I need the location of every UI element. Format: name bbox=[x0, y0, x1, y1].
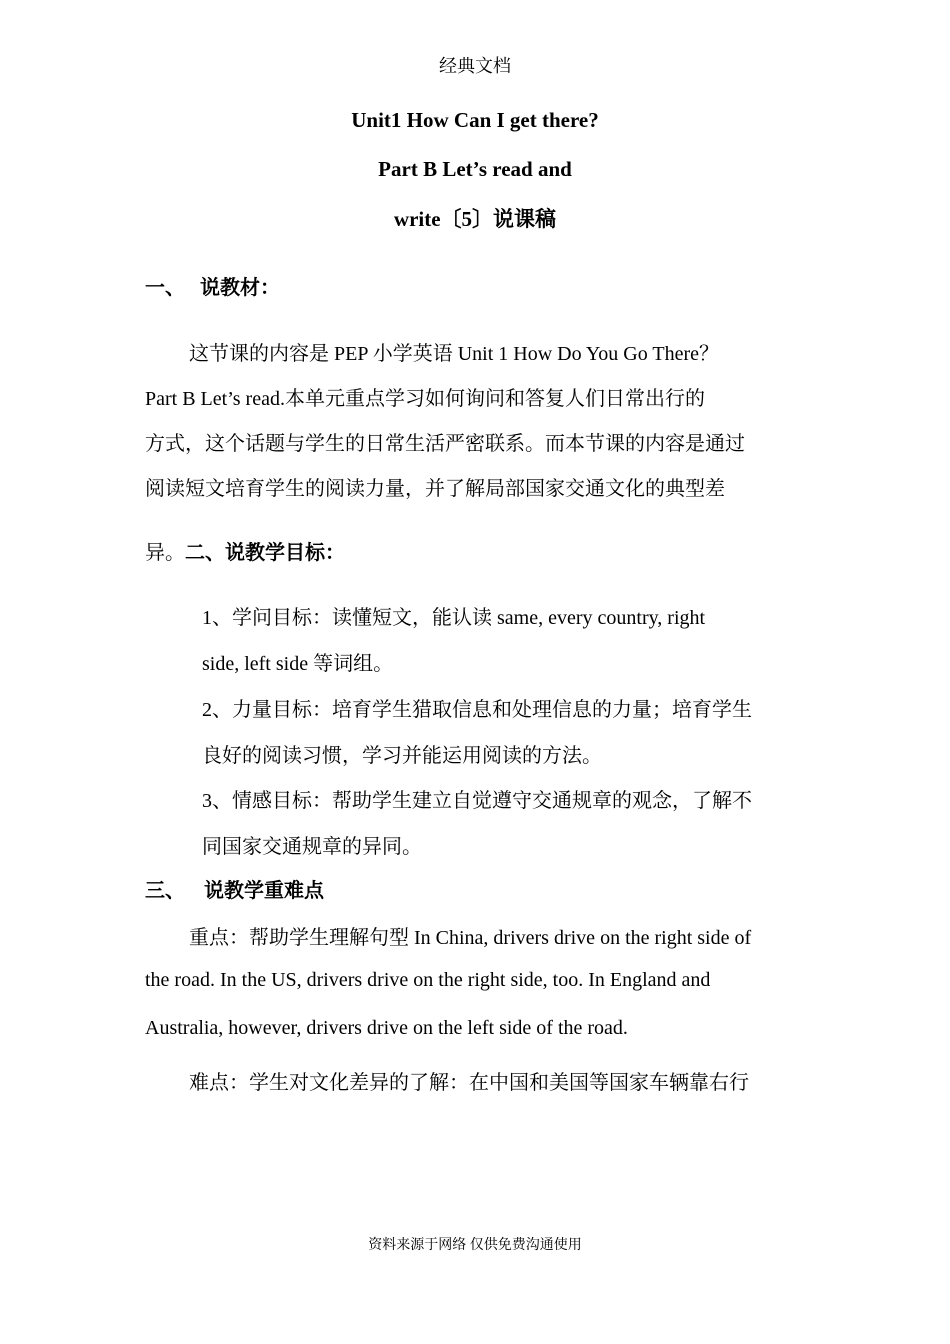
objective-2-line-1: 2、力量目标：培育学生猎取信息和处理信息的力量；培育学生 bbox=[202, 699, 752, 721]
key-point-line-2: the road. In the US, drivers drive on the right side, too. In England and bbox=[145, 969, 711, 991]
key-point-line-3: Australia, however, drivers drive on the left side of the road. bbox=[145, 1017, 628, 1039]
objective-1-line-2: side, left side 等词组。 bbox=[202, 653, 394, 675]
difficult-point-line-1: 难点：学生对文化差异的了解：在中国和美国等国家车辆靠右行 bbox=[189, 1072, 749, 1094]
title-line-3: write〔5〕说课稿 bbox=[393, 207, 557, 231]
section3-heading-number: 三、 bbox=[145, 880, 185, 902]
section1-paragraph-line-4: 阅读短文培育学生的阅读力量，并了解局部国家交通文化的典型差 bbox=[145, 478, 725, 500]
objective-1-line-1: 1、学问目标：读懂短文，能认读 same, every country, right bbox=[202, 607, 706, 629]
objective-3-line-1: 3、情感目标：帮助学生建立自觉遵守交通规章的观念，了解不 bbox=[202, 790, 752, 812]
section1-paragraph-line-3: 方式，这个话题与学生的日常生活严密联系。而本节课的内容是通过 bbox=[145, 433, 745, 455]
page-header: 经典文档 bbox=[439, 56, 511, 76]
section3-heading-text: 说教学重难点 bbox=[204, 880, 324, 902]
section1-paragraph-line-2: Part B Let’s read.本单元重点学习如何询问和答复人们日常出行的 bbox=[145, 388, 705, 410]
page-footer: 资料来源于网络 仅供免费沟通使用 bbox=[368, 1238, 582, 1253]
title-line-2: Part B Let’s read and bbox=[378, 157, 572, 181]
section1-paragraph-line-5 bbox=[145, 536, 345, 565]
section1-paragraph-line-1: 这节课的内容是 PEP 小学英语 Unit 1 How Do You Go There？ bbox=[189, 343, 720, 365]
objective-3-line-2: 同国家交通规章的异同。 bbox=[202, 836, 422, 858]
title-line-1: Unit1 How Can I get there? bbox=[351, 108, 599, 132]
section1-heading-text: 说教材： bbox=[200, 277, 280, 299]
objective-2-line-2: 良好的阅读习惯，学习并能运用阅读的方法。 bbox=[202, 745, 602, 767]
section1-heading-number: 一、 bbox=[145, 277, 185, 299]
section1-last-line-text: 异。 bbox=[145, 542, 185, 564]
key-point-line-1: 重点：帮助学生理解句型 In China, drivers drive on the right side of bbox=[189, 927, 752, 949]
section2-heading: 二、说教学目标： bbox=[185, 542, 345, 564]
